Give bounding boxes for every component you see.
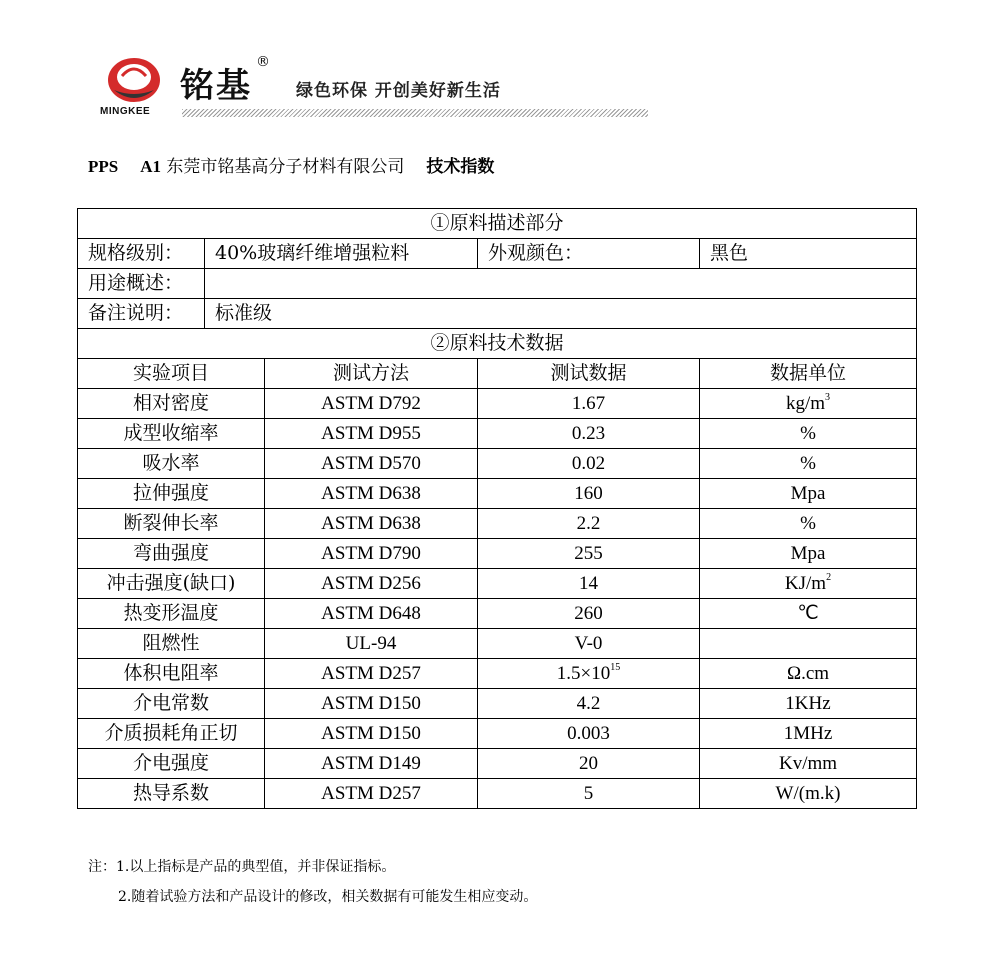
test-value-text: 255 bbox=[574, 543, 603, 564]
test-value-text: 1.67 bbox=[571, 393, 606, 414]
test-item bbox=[78, 599, 265, 629]
test-unit bbox=[700, 719, 917, 749]
test-item-text: 成型收缩率 bbox=[123, 422, 219, 444]
section1-heading: ①原料描述部分 bbox=[78, 209, 917, 239]
test-unit-text: W/(m.k) bbox=[775, 783, 841, 804]
spec-value: 40%玻璃纤维增强粒料 bbox=[205, 239, 478, 269]
column-header-value: 测试数据 bbox=[478, 359, 700, 389]
spec-row bbox=[78, 239, 917, 269]
test-item bbox=[78, 629, 265, 659]
header-divider bbox=[182, 109, 648, 117]
test-unit-text: Ω.cm bbox=[786, 663, 830, 684]
test-unit-text: ℃ bbox=[797, 603, 819, 624]
test-item-text: 相对密度 bbox=[132, 392, 209, 414]
test-value-text: 1.5×10 bbox=[556, 663, 611, 684]
remark-label: 备注说明： bbox=[78, 299, 205, 329]
test-method bbox=[265, 629, 478, 659]
test-value-text: 5 bbox=[583, 783, 594, 804]
test-item-text: 介质损耗角正切 bbox=[104, 722, 238, 744]
mingkee-logo-icon bbox=[102, 50, 166, 106]
doc-name: 技术指数 bbox=[426, 157, 495, 176]
test-unit-text: kg/m bbox=[785, 393, 826, 414]
test-unit-text: 1MHz bbox=[783, 723, 833, 744]
table-row bbox=[78, 689, 917, 719]
test-item bbox=[78, 389, 265, 419]
usage-row bbox=[78, 269, 917, 299]
test-unit-text: KJ/m bbox=[784, 573, 827, 594]
test-value-text: 2.2 bbox=[576, 513, 601, 534]
test-value bbox=[478, 629, 700, 659]
test-method bbox=[265, 539, 478, 569]
test-item-text: 弯曲强度 bbox=[132, 542, 209, 564]
spec-table bbox=[77, 208, 917, 809]
test-value bbox=[478, 569, 700, 599]
test-method bbox=[265, 599, 478, 629]
test-unit-text: Mpa bbox=[790, 543, 826, 564]
test-value bbox=[478, 419, 700, 449]
test-unit bbox=[700, 419, 917, 449]
footnotes bbox=[88, 852, 537, 912]
test-method bbox=[265, 479, 478, 509]
test-unit bbox=[700, 539, 917, 569]
table-row bbox=[78, 629, 917, 659]
test-method-text: ASTM D790 bbox=[321, 543, 421, 564]
test-value-text: 160 bbox=[574, 483, 603, 504]
test-item-text: 阻燃性 bbox=[142, 632, 200, 654]
section2-heading-row bbox=[78, 329, 917, 359]
test-method-text: ASTM D648 bbox=[321, 603, 421, 624]
table-row bbox=[78, 719, 917, 749]
test-unit bbox=[700, 569, 917, 599]
test-item-text: 热导系数 bbox=[132, 782, 209, 804]
test-unit bbox=[700, 779, 917, 809]
test-method bbox=[265, 779, 478, 809]
column-header-row bbox=[78, 359, 917, 389]
table-row bbox=[78, 599, 917, 629]
test-item bbox=[78, 569, 265, 599]
test-value-text: 14 bbox=[579, 573, 598, 594]
test-value-text: 260 bbox=[574, 603, 603, 624]
column-header-item: 实验项目 bbox=[78, 359, 265, 389]
test-value bbox=[478, 659, 700, 689]
test-method bbox=[265, 419, 478, 449]
test-unit bbox=[700, 449, 917, 479]
test-method-text: UL-94 bbox=[345, 633, 397, 654]
footnote-1: 注：1.以上指标是产品的典型值，并非保证指标。 bbox=[88, 859, 396, 875]
test-method-text: ASTM D257 bbox=[321, 783, 421, 804]
test-unit bbox=[700, 749, 917, 779]
test-method-text: ASTM D638 bbox=[321, 513, 421, 534]
test-item bbox=[78, 749, 265, 779]
test-method bbox=[265, 389, 478, 419]
test-value bbox=[478, 449, 700, 479]
test-unit-superscript: 2 bbox=[826, 571, 832, 583]
test-method bbox=[265, 689, 478, 719]
test-item bbox=[78, 659, 265, 689]
test-method bbox=[265, 719, 478, 749]
product-name: PPS bbox=[88, 157, 119, 176]
test-item-text: 介电常数 bbox=[132, 692, 209, 714]
test-value-text: 20 bbox=[579, 753, 598, 774]
usage-value bbox=[205, 269, 917, 299]
spec-label: 规格级别： bbox=[78, 239, 205, 269]
test-unit bbox=[700, 629, 917, 659]
test-value-text: 4.2 bbox=[576, 693, 601, 714]
test-value bbox=[478, 539, 700, 569]
test-value-text: 0.02 bbox=[571, 453, 606, 474]
test-unit bbox=[700, 389, 917, 419]
test-method bbox=[265, 509, 478, 539]
test-unit bbox=[700, 659, 917, 689]
section2-heading: ②原料技术数据 bbox=[78, 329, 917, 359]
column-header-unit: 数据单位 bbox=[700, 359, 917, 389]
test-unit bbox=[700, 479, 917, 509]
logo-latin-text: MINGKEE bbox=[100, 106, 151, 117]
test-value-text: 0.003 bbox=[567, 723, 610, 744]
registered-mark: ® bbox=[256, 54, 270, 70]
footnote-2: 2.随着试验方法和产品设计的修改，相关数据有可能发生相应变动。 bbox=[118, 889, 538, 905]
product-grade: A1 bbox=[140, 157, 162, 176]
remark-value: 标准级 bbox=[205, 299, 917, 329]
table-row bbox=[78, 779, 917, 809]
document-title bbox=[88, 152, 494, 177]
table-row bbox=[78, 449, 917, 479]
test-method bbox=[265, 569, 478, 599]
test-value-text: V-0 bbox=[574, 633, 603, 654]
test-method-text: ASTM D570 bbox=[321, 453, 421, 474]
test-value bbox=[478, 599, 700, 629]
brand-name: 铭基 bbox=[180, 66, 252, 106]
test-item-text: 体积电阻率 bbox=[123, 662, 219, 684]
section1-heading-row bbox=[78, 209, 917, 239]
test-unit-text: Mpa bbox=[790, 483, 826, 504]
test-item bbox=[78, 509, 265, 539]
test-value bbox=[478, 479, 700, 509]
test-item-text: 断裂伸长率 bbox=[123, 512, 219, 534]
test-item-text: 吸水率 bbox=[142, 452, 200, 474]
test-value bbox=[478, 779, 700, 809]
usage-label: 用途概述： bbox=[78, 269, 205, 299]
test-item bbox=[78, 539, 265, 569]
test-unit bbox=[700, 689, 917, 719]
test-unit bbox=[700, 599, 917, 629]
test-unit-text: % bbox=[800, 423, 816, 444]
test-value-text: 0.23 bbox=[571, 423, 606, 444]
test-method-text: ASTM D149 bbox=[321, 753, 421, 774]
color-label: 外观颜色： bbox=[478, 239, 700, 269]
test-method-text: ASTM D955 bbox=[321, 423, 421, 444]
color-value: 黑色 bbox=[700, 239, 917, 269]
company-header bbox=[96, 44, 656, 124]
table-row bbox=[78, 539, 917, 569]
remark-row bbox=[78, 299, 917, 329]
test-unit-text: Kv/mm bbox=[778, 753, 838, 774]
table-row bbox=[78, 419, 917, 449]
table-row bbox=[78, 389, 917, 419]
test-method bbox=[265, 749, 478, 779]
test-method-text: ASTM D792 bbox=[321, 393, 421, 414]
column-header-method: 测试方法 bbox=[265, 359, 478, 389]
test-unit-text: % bbox=[800, 453, 816, 474]
test-unit-superscript: 3 bbox=[825, 391, 831, 403]
table-row bbox=[78, 749, 917, 779]
test-value bbox=[478, 509, 700, 539]
test-method-text: ASTM D257 bbox=[321, 663, 421, 684]
test-method bbox=[265, 449, 478, 479]
test-item-text: 热变形温度 bbox=[123, 602, 219, 624]
test-item bbox=[78, 779, 265, 809]
test-item bbox=[78, 479, 265, 509]
test-item-text: 介电强度 bbox=[132, 752, 209, 774]
test-method-text: ASTM D638 bbox=[321, 483, 421, 504]
table-row bbox=[78, 479, 917, 509]
test-value bbox=[478, 719, 700, 749]
test-unit-text: 1KHz bbox=[785, 693, 831, 714]
company-name: 东莞市铭基高分子材料有限公司 bbox=[166, 157, 405, 177]
test-method-text: ASTM D150 bbox=[321, 693, 421, 714]
test-unit bbox=[700, 509, 917, 539]
table-row bbox=[78, 659, 917, 689]
test-method bbox=[265, 659, 478, 689]
brand-slogan: 绿色环保 开创美好新生活 bbox=[296, 81, 501, 101]
test-item-text: 冲击强度(缺口) bbox=[106, 572, 236, 594]
test-method-text: ASTM D150 bbox=[321, 723, 421, 744]
test-item bbox=[78, 689, 265, 719]
test-item-text: 拉伸强度 bbox=[132, 482, 209, 504]
test-value bbox=[478, 689, 700, 719]
table-row bbox=[78, 569, 917, 599]
test-value bbox=[478, 749, 700, 779]
test-value bbox=[478, 389, 700, 419]
test-item bbox=[78, 449, 265, 479]
test-item bbox=[78, 719, 265, 749]
test-unit-text: % bbox=[800, 513, 816, 534]
test-value-superscript: 15 bbox=[610, 661, 621, 673]
table-row bbox=[78, 509, 917, 539]
test-item bbox=[78, 419, 265, 449]
test-method-text: ASTM D256 bbox=[321, 573, 421, 594]
